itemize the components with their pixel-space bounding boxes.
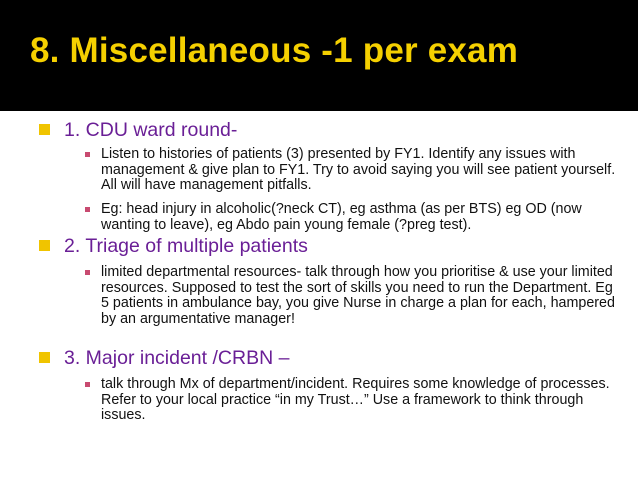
sub-bullet-3-1-text: talk through Mx of department/incident. Requires some knowledge of processes. Refer to your local practice “in my Trust…” Use a framework to think through issues.: [101, 376, 610, 423]
sub-bullet-1-2-text: Eg: head injury in alcoholic(?neck CT), eg asthma (as per BTS) eg OD (now wanting to leave), eg Abdo pain young female (?preg test).: [101, 201, 582, 233]
square-bullet-icon: [39, 352, 50, 363]
small-square-bullet-icon: [85, 382, 90, 387]
small-square-bullet-icon: [85, 270, 90, 275]
square-bullet-icon: [39, 124, 50, 135]
small-square-bullet-icon: [85, 207, 90, 212]
sub-bullet-2-1-text: limited departmental resources- talk through how you prioritise & use your limited resources. Supposed to test the sort of skills you need to run the Department. Eg 5 patients in ambulance bay, you give Nurse in charge a plan for each, hampered by an argumentative manager!: [101, 264, 615, 327]
sub-bullet-1-1-text: Listen to histories of patients (3) presented by FY1. Identify any issues with management & give plan to FY1. Try to avoid saying you will see patient yourself. All will have management pitfalls.: [101, 146, 616, 193]
square-bullet-icon: [39, 240, 50, 251]
slide-title: 8. Miscellaneous -1 per exam: [30, 31, 519, 70]
bullet-item-1-text: 1. CDU ward round-: [64, 119, 238, 141]
bullet-item-2-text: 2. Triage of multiple patients: [64, 235, 308, 257]
small-square-bullet-icon: [85, 152, 90, 157]
bullet-item-3-text: 3. Major incident /CRBN –: [64, 347, 290, 369]
title-bar: [0, 0, 638, 111]
